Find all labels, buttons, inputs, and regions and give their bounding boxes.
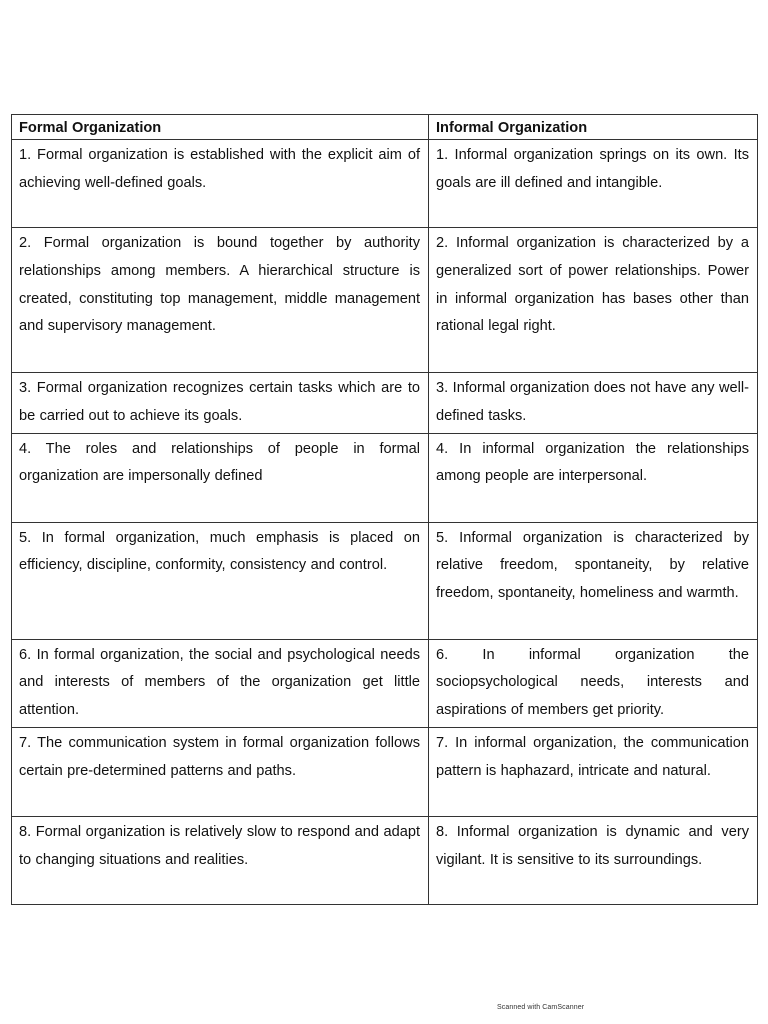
formal-cell: 8. Formal organization is relatively slow to respond and adapt to changing situations and realities. (12, 816, 429, 904)
table-row (12, 727, 758, 816)
informal-cell: 8. Informal organization is dynamic and very vigilant. It is sensitive to its surroundings. (429, 816, 758, 904)
header-informal-organization: Informal Organization (429, 115, 758, 140)
informal-cell: 4. In informal organization the relationships among people are interpersonal. (429, 433, 758, 522)
formal-cell: 7. The communication system in formal organization follows certain pre-determined patterns and paths. (12, 727, 429, 816)
scanner-watermark-text: Scanned with CamScanner (497, 1004, 585, 1011)
informal-cell: 7. In informal organization, the communication pattern is haphazard, intricate and natural. (429, 727, 758, 816)
formal-cell: 2. Formal organization is bound together by authority relationships among members. A hierarchical structure is created, constituting top management, middle management and supervisory management. (12, 228, 429, 373)
formal-cell: 5. In formal organization, much emphasis is placed on efficiency, discipline, conformity, consistency and control. (12, 522, 429, 639)
formal-cell: 3. Formal organization recognizes certain tasks which are to be carried out to achieve its goals. (12, 373, 429, 434)
table-row (12, 228, 758, 373)
table-row (12, 140, 758, 228)
formal-cell: 6. In formal organization, the social and psychological needs and interests of members of the organization get little attention. (12, 639, 429, 727)
table-row (12, 639, 758, 727)
formal-cell: 4. The roles and relationships of people in formal organization are impersonally defined (12, 433, 429, 522)
comparison-table (11, 114, 758, 905)
table-row (12, 433, 758, 522)
informal-cell: 6. In informal organization the sociopsychological needs, interests and aspirations of members get priority. (429, 639, 758, 727)
table-row (12, 522, 758, 639)
table-row (12, 816, 758, 904)
table-row (12, 373, 758, 434)
informal-cell: 3. Informal organization does not have any well-defined tasks. (429, 373, 758, 434)
table-header-row (12, 115, 758, 140)
informal-cell: 1. Informal organization springs on its own. Its goals are ill defined and intangible. (429, 140, 758, 228)
formal-cell: 1. Formal organization is established with the explicit aim of achieving well-defined goals. (12, 140, 429, 228)
informal-cell: 2. Informal organization is characterized by a generalized sort of power relationships. Power in informal organization has bases other than rational legal right. (429, 228, 758, 373)
informal-cell: 5. Informal organization is characterized by relative freedom, spontaneity, by relative freedom, spontaneity, homeliness and warmth. (429, 522, 758, 639)
header-formal-organization: Formal Organization (12, 115, 429, 140)
